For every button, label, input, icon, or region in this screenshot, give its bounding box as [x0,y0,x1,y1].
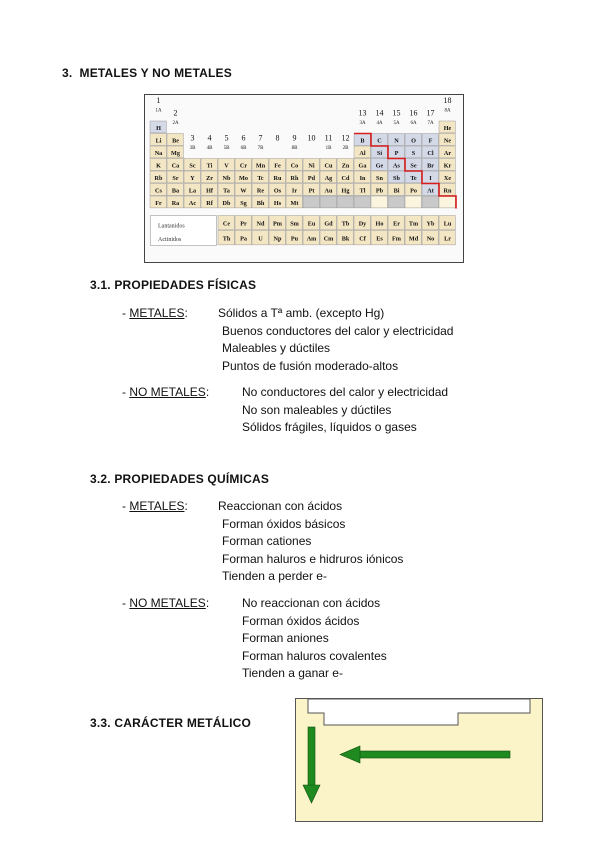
vertical-arrow-shaft [308,727,315,787]
group-label: 7B [257,146,264,152]
element-symbol: Cs [155,187,162,195]
group-number: 8 [275,133,280,143]
element-symbol: Li [155,137,162,145]
element-symbol: Ho [375,220,384,228]
element-symbol: Al [359,150,366,157]
physical-metals-line: Maleables y dúctiles [222,341,331,355]
element-symbol: Bk [341,235,350,243]
element-symbol: Lu [443,220,452,228]
group-label: 8A [444,108,451,114]
chemical-metals-label-wrap: - METALES: [122,499,188,513]
element-symbol: He [443,125,452,132]
physical-metals-line: Buenos conductores del calor y electricidad [222,323,454,338]
element-symbol: Be [172,137,179,145]
element-symbol: Pa [240,235,247,243]
element-symbol: Se [410,162,417,170]
element-symbol: Mo [239,175,248,182]
chemical-nonmetals-line: Forman aniones [242,631,329,645]
group-number: 16 [409,108,418,118]
empty-cell [337,196,353,208]
element-symbol: Hf [206,187,213,195]
element-symbol: Te [410,175,417,182]
element-symbol: Pb [375,187,384,195]
element-symbol: K [156,162,161,170]
physical-nonmetals-list [242,384,448,437]
element-symbol: Am [306,235,317,243]
element-symbol: Fm [392,235,401,243]
element-symbol: Tl [359,187,366,195]
element-symbol: Ru [273,175,282,182]
element-symbol: Lr [444,235,451,243]
group-number: 10 [307,133,316,143]
horizontal-arrow-shaft [358,751,510,758]
physical-nonmetals-line: No conductores del calor y electricidad [242,385,449,399]
group-label: 2B [342,146,349,152]
periodic-table-svg [145,95,463,262]
element-symbol: La [188,187,197,195]
element-symbol: Ar [443,150,452,157]
element-symbol: Au [324,187,333,195]
element-symbol: Ne [443,137,452,145]
chemical-nonmetals-line: Tienden a ganar e- [242,666,343,680]
group-label: 3A [359,121,366,127]
group-label: 1A [155,108,162,114]
element-symbol: Th [222,235,231,243]
group-number: 6 [241,133,246,143]
group-number: 9 [292,133,297,143]
heading-metallic-character: 3.3. CARÁCTER METÁLICO [90,716,252,730]
element-symbol: Mn [255,162,266,170]
group-label: 5B [223,146,230,152]
group-number: 5 [224,133,229,143]
group-label: 2A [172,121,179,127]
element-symbol: Rb [154,175,163,182]
group-label: 7A [427,121,434,127]
chemical-metals-line: Tienden a perder e- [222,569,327,583]
chemical-nonmetals-line: Forman óxidos ácidos [242,613,360,628]
element-symbol: Bi [393,187,400,195]
empty-cell [303,196,319,208]
heading-physical-properties: 3.1. PROPIEDADES FÍSICAS [90,278,257,292]
chemical-nonmetals-label-wrap: - NO METALES: [122,596,210,610]
metallic-character-figure [295,698,543,822]
element-symbol: Ba [171,187,180,195]
group-label: 8B [291,146,298,152]
element-symbol: Hs [273,200,282,207]
physical-nonmetals-line: No son maleables y dúctiles [242,402,392,417]
element-symbol: Ac [188,200,197,207]
element-symbol: Po [410,187,417,195]
empty-cell [354,196,370,208]
empty-cell [439,196,455,208]
element-symbol: Tb [341,220,350,228]
element-symbol: Nd [256,220,265,228]
element-symbol: F [428,137,433,145]
element-symbol: N [394,137,399,145]
group-label: 6A [410,121,417,127]
element-symbol: Y [190,175,195,182]
group-number: 15 [392,108,401,118]
element-symbol: C [377,137,382,145]
metallic-character-svg [296,699,542,821]
chemical-metals-line: Forman cationes [222,534,312,548]
group-number: 3 [190,133,195,143]
empty-cell [422,196,438,208]
chemical-metals-list [218,498,403,586]
section-title-text: METALES Y NO METALES [79,66,232,80]
group-number: 18 [443,95,452,105]
element-symbol: Ga [358,162,367,170]
section-title [62,66,232,80]
physical-nonmetals-label-wrap: - NO METALES: [122,385,210,399]
element-symbol: Tm [408,220,419,228]
element-symbol: S [411,150,416,157]
actinides-label: Actinidos [158,237,182,244]
chemical-nonmetals-line: No reaccionan con ácidos [242,596,381,610]
group-number: 7 [258,133,263,143]
chemical-nonmetals-label: NO METALES [129,596,206,610]
element-symbol: Yb [426,220,435,228]
element-symbol: No [426,235,435,243]
chemical-nonmetals-line: Forman haluros covalentes [242,648,387,663]
physical-metals-line: Puntos de fusión moderado-altos [222,358,399,373]
element-symbol: Ca [171,162,180,170]
physical-metals-label-wrap: - METALES: [122,306,188,320]
element-symbol: Os [273,187,282,195]
group-number: 2 [173,108,178,118]
element-symbol: Xe [443,175,452,182]
heading-chemical-properties: 3.2. PROPIEDADES QUÍMICAS [90,472,270,486]
element-symbol: Cm [323,235,334,243]
element-symbol: Cr [239,162,248,170]
element-symbol: Bh [256,200,265,207]
group-label: 6B [240,146,247,152]
element-symbol: Tc [257,175,264,182]
empty-cell [405,196,421,208]
element-symbol: Md [408,235,419,243]
group-label: 1B [325,146,332,152]
element-symbol: Sm [290,220,299,228]
element-symbol: Np [273,235,282,243]
group-label: 4B [206,146,213,152]
element-symbol: V [224,162,229,170]
element-symbol: P [394,150,399,157]
group-number: 4 [207,133,212,143]
physical-nonmetals-line: Sólidos frágiles, líquidos o gases [242,420,417,434]
group-label: 5A [393,121,400,127]
element-symbol: Er [393,220,400,228]
element-symbol: I [429,175,432,182]
element-symbol: Zn [341,162,350,170]
element-symbol: Fe [274,162,281,170]
element-symbol: Es [376,235,383,243]
physical-nonmetals-label: NO METALES [129,385,206,399]
element-symbol: Na [154,150,163,157]
element-symbol: Ce [222,220,231,228]
group-number: 13 [358,108,367,118]
element-symbol: Co [290,162,299,170]
element-symbol: Zr [206,175,213,182]
element-symbol: Pm [273,220,282,228]
group-label: 3B [189,146,196,152]
element-symbol: Fr [155,200,162,207]
element-symbol: W [240,187,247,195]
element-symbol: Nb [222,175,231,182]
element-symbol: In [359,175,366,182]
element-symbol: U [258,235,263,243]
element-symbol: Rn [443,187,452,195]
group-number: 11 [324,133,333,143]
element-symbol: Ta [223,187,230,195]
element-symbol: Pu [290,235,299,243]
element-symbol: Hg [341,187,350,195]
group-number: 14 [375,108,384,118]
physical-metals-label: METALES [129,306,185,320]
element-symbol: B [360,137,365,145]
element-symbol: At [427,187,434,195]
element-symbol: Gd [324,220,333,228]
chemical-metals-label: METALES [129,499,185,513]
chemical-metals-line: Forman haluros e hidruros iónicos [222,551,404,566]
element-symbol: Pt [308,187,315,195]
element-symbol: Pd [307,175,316,182]
element-symbol: Ge [375,162,384,170]
element-symbol: Cu [324,162,333,170]
element-symbol: Sc [189,162,196,170]
element-symbol: Dy [358,220,367,228]
element-symbol: Rf [206,200,213,207]
element-symbol: H [156,125,161,132]
element-symbol: Kr [443,162,452,170]
chemical-metals-line: Forman óxidos básicos [222,516,346,531]
element-symbol: Db [222,200,231,207]
element-symbol: As [393,162,400,170]
section-number: 3. [62,66,73,80]
chemical-nonmetals-list [242,595,387,683]
element-symbol: Re [256,187,265,195]
group-number: 12 [341,133,350,143]
physical-metals-list [218,305,453,375]
element-symbol: Cl [427,150,434,157]
empty-cell [388,196,404,208]
element-symbol: Cf [359,235,366,243]
group-number: 17 [426,108,435,118]
element-symbol: Mg [171,150,180,157]
element-symbol: Sb [393,175,400,182]
group-number: 1 [156,95,161,105]
empty-cell [320,196,336,208]
element-symbol: Si [376,150,383,157]
group-label: 4A [376,121,383,127]
periodic-table-figure [144,94,464,263]
element-symbol: Rh [290,175,299,182]
element-symbol: Ti [206,162,213,170]
element-symbol: Ra [171,200,180,207]
element-symbol: Ag [324,175,333,182]
element-symbol: Sr [172,175,179,182]
element-symbol: Pr [240,220,247,228]
physical-metals-line: Sólidos a Tª amb. (excepto Hg) [218,306,385,320]
lanthanides-label: Lantanidos [158,223,185,230]
empty-cell [371,196,387,208]
chemical-metals-line: Reaccionan con ácidos [218,499,343,513]
element-symbol: Cd [341,175,350,182]
element-symbol: Ir [291,187,298,195]
element-symbol: O [411,137,416,145]
element-symbol: Br [427,162,434,170]
element-symbol: Sg [240,200,247,207]
element-symbol: Sn [376,175,383,182]
element-symbol: Mt [290,200,299,207]
element-symbol: Eu [307,220,316,228]
element-symbol: Ni [308,162,315,170]
